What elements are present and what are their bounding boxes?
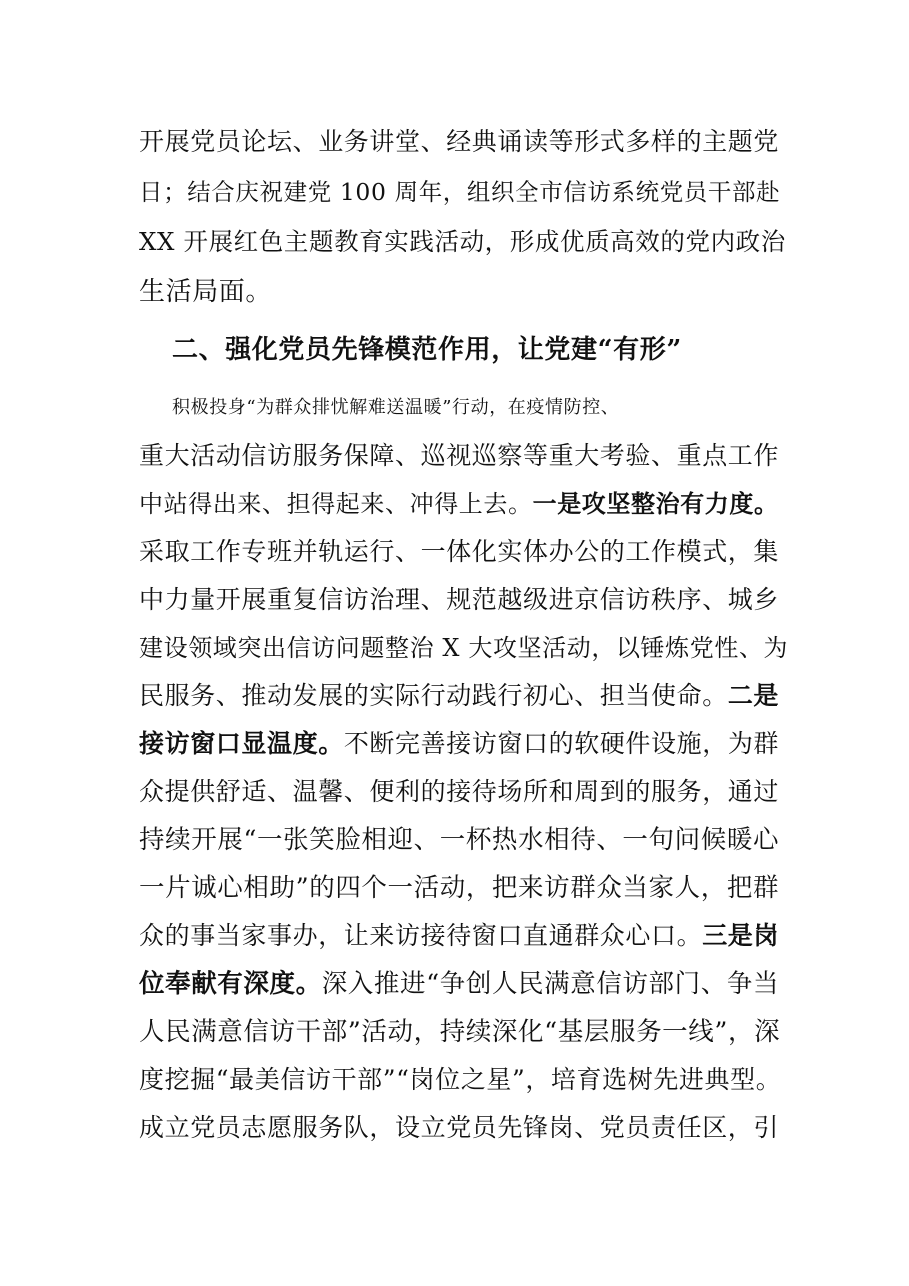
section-heading: 二、强化党员先锋模范作用，让党建“有形” — [172, 335, 682, 365]
body-text: 深入推进“争创人民满意信访部门、争当 — [321, 969, 780, 999]
paragraph-line: 众提供舒适、温馨、便利的接待场所和周到的服务，通过 — [139, 777, 780, 806]
paragraph-line — [139, 729, 789, 759]
emphasis-text: 三是岗 — [702, 921, 780, 950]
emphasis-text: 一是攻坚整治有力度。 — [532, 489, 779, 518]
paragraph-line: 人民满意信访干部”活动，持续深化“基层服务一线”，深 — [139, 1017, 781, 1047]
emphasis-text: 二是 — [727, 681, 780, 710]
emphasis-text: 位奉献有深度。 — [139, 969, 322, 999]
paragraph-line: XX 开展红色主题教育实践活动，形成优质高效的党内政治 — [139, 227, 786, 256]
paragraph-line: 开展党员论坛、业务讲堂、经典诵读等形式多样的主题党 — [139, 127, 780, 156]
paragraph-line — [139, 681, 789, 711]
paragraph-line: 一片诚心相助”的四个一活动，把来访群众当家人，把群 — [139, 873, 780, 903]
body-text: 众的事当家事办，让来访接待窗口直通群众心口。 — [139, 921, 703, 950]
paragraph-line: 采取工作专班并轨运行、一体化实体办公的工作模式，集 — [139, 537, 780, 566]
paragraph-line: 成立党员志愿服务队，设立党员先锋岗、党员责任区，引 — [139, 1113, 780, 1142]
body-text: 民服务、推动发展的实际行动践行初心、担当使命。 — [139, 681, 728, 710]
paragraph-line: 建设领域突出信访问题整治 X 大攻坚活动，以锤炼党性、为 — [139, 634, 789, 662]
body-text: 不断完善接访窗口的软硬件设施，为群 — [343, 729, 780, 758]
paragraph-line: 日；结合庆祝建党 100 周年，组织全市信访系统党员干部赴 — [139, 178, 781, 206]
paragraph-line — [139, 969, 789, 999]
paragraph-line: 生活局面。 — [139, 277, 273, 307]
emphasis-text: 接访窗口显温度。 — [139, 729, 344, 758]
paragraph-line: 积极投身“为群众排忧解难送温暖”行动，在疫情防控、 — [172, 397, 620, 418]
paragraph-line: 度挖掘“最美信访干部”“岗位之星”，培育选树先进典型。 — [139, 1065, 782, 1094]
paragraph-line — [139, 489, 789, 519]
body-text: 中站得出来、担得起来、冲得上去。 — [139, 490, 533, 518]
paragraph-line: 持续开展“一张笑脸相迎、一杯热水相待、一句问候暖心 — [139, 825, 780, 855]
paragraph-line — [139, 921, 789, 951]
paragraph-line: 重大活动信访服务保障、巡视巡察等重大考验、重点工作 — [139, 441, 780, 470]
paragraph-line: 中力量开展重复信访治理、规范越级进京信访秩序、城乡 — [139, 585, 780, 614]
